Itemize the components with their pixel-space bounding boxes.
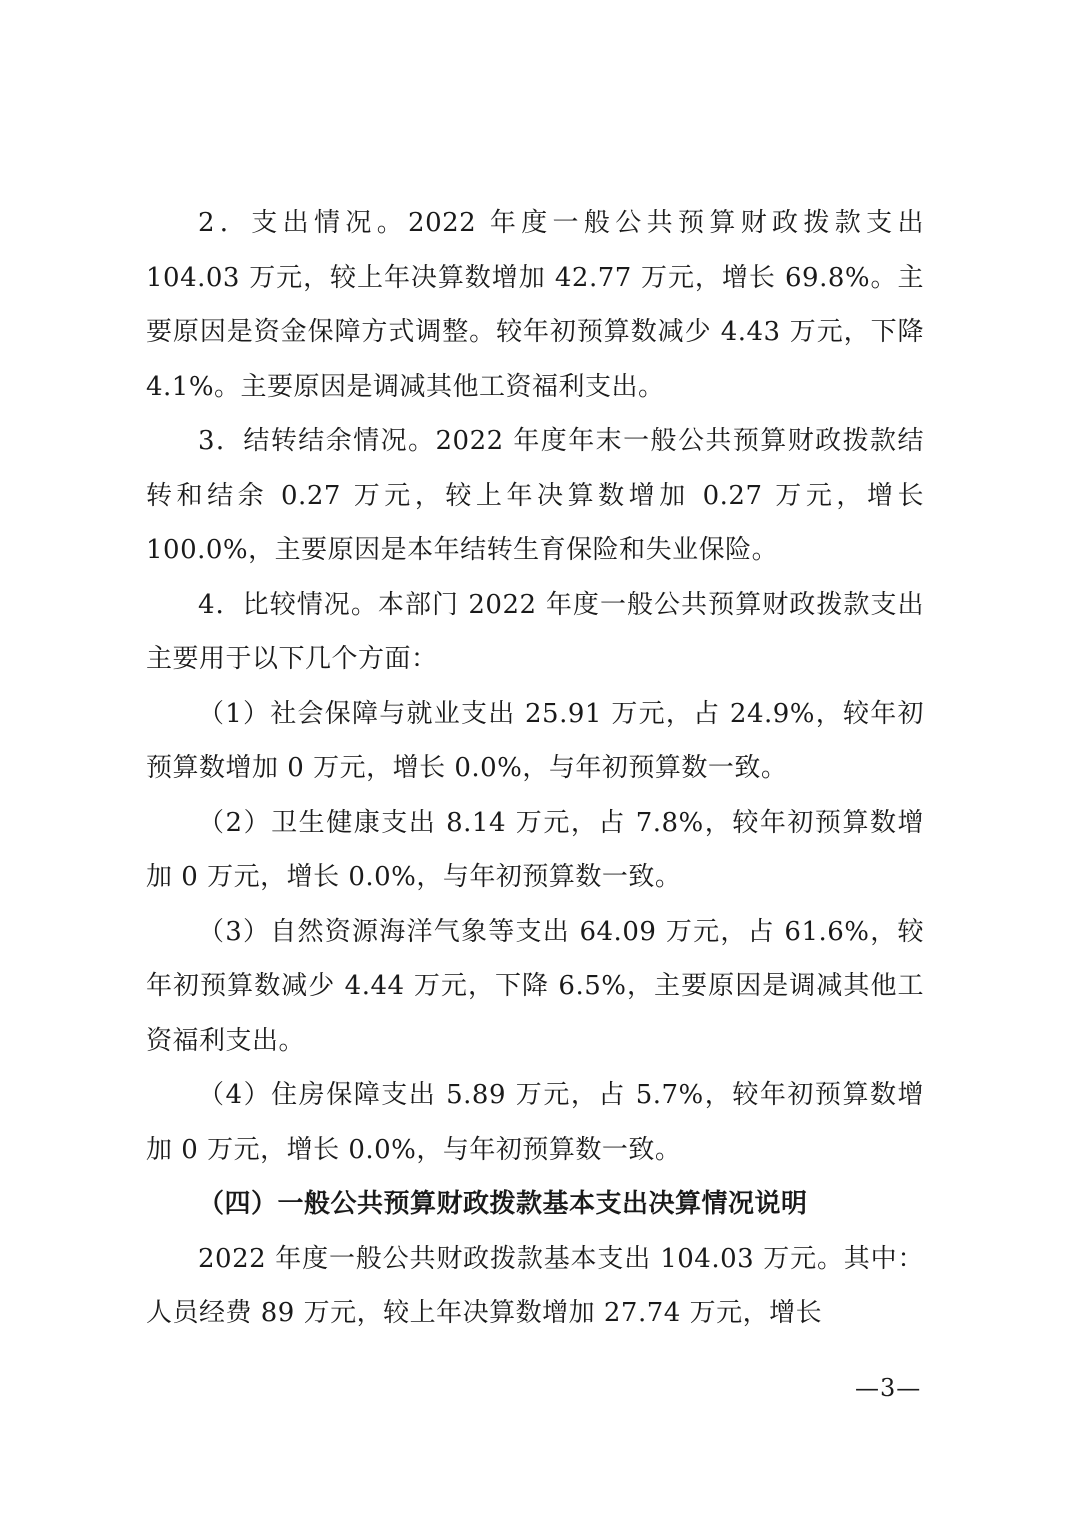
paragraph-item-natural-resources: （3）自然资源海洋气象等支出 64.09 万元，占 61.6%，较年初预算数减少 4.44 万元，下降 6.5%，主要原因是调减其他工资福利支出。 bbox=[146, 916, 924, 1056]
paragraph-basic-expenditure: 2022 年度一般公共财政拨款基本支出 104.03 万元。其中：人员经费 89 万元，较上年决算数增加 27.74 万元，增长 bbox=[146, 1243, 924, 1328]
section-heading: （四）一般公共预算财政拨款基本支出决算情况说明 bbox=[198, 1189, 808, 1219]
paragraph-item-housing: （4）住房保障支出 5.89 万元，占 5.7%，较年初预算数增加 0 万元，增长 0.0%，与年初预算数一致。 bbox=[146, 1080, 924, 1165]
paragraph-expenditure: 2．支出情况。2022 年度一般公共预算财政拨款支出 104.03 万元，较上年决算数增加 42.77 万元，增长 69.8%。主要原因是资金保障方式调整。较年初预算数减少 4.43 万元，下降 4.1%。主要原因是调减其他工资福利支出。 bbox=[146, 208, 924, 402]
document-body bbox=[146, 196, 924, 1341]
page-number: —3— bbox=[855, 1374, 922, 1402]
paragraph-carryover: 3．结转结余情况。2022 年度年末一般公共预算财政拨款结转和结余 0.27 万元，较上年决算数增加 0.27 万元，增长 100.0%，主要原因是本年结转生育保险和失业保险。 bbox=[146, 426, 924, 565]
paragraph-item-social-security: （1）社会保障与就业支出 25.91 万元，占 24.9%，较年初预算数增加 0 万元，增长 0.0%，与年初预算数一致。 bbox=[146, 698, 924, 783]
paragraph-comparison: 4．比较情况。本部门 2022 年度一般公共预算财政拨款支出主要用于以下几个方面： bbox=[146, 589, 924, 674]
paragraph-item-health: （2）卫生健康支出 8.14 万元，占 7.8%，较年初预算数增加 0 万元，增长 0.0%，与年初预算数一致。 bbox=[146, 807, 924, 892]
